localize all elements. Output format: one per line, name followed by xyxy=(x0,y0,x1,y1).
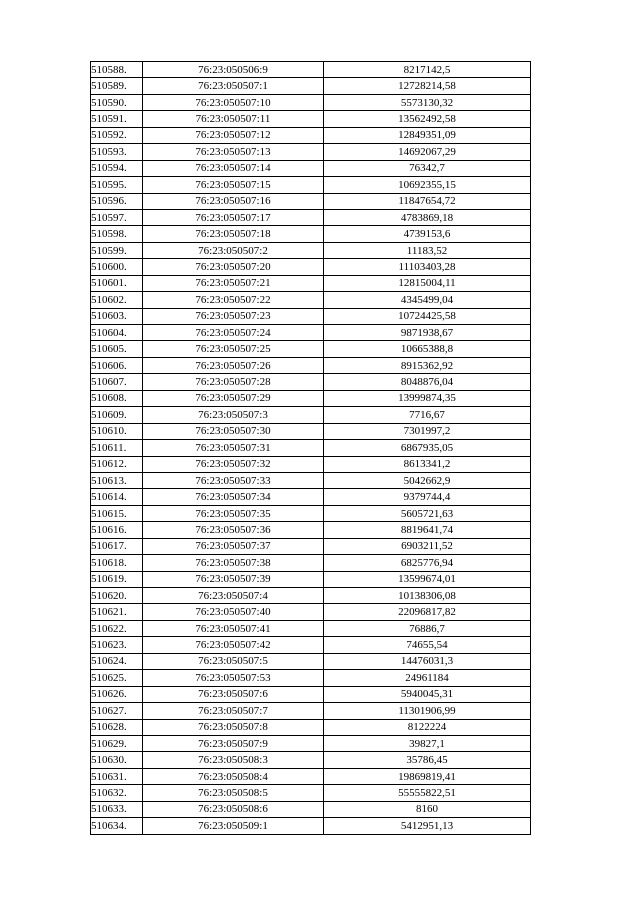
value-cell: 13599674,01 xyxy=(324,571,531,587)
row-number-cell: 510617. xyxy=(91,538,143,554)
table-row xyxy=(91,407,531,423)
row-number-cell: 510630. xyxy=(91,752,143,768)
cadastral-number-cell: 76:23:050507:22 xyxy=(143,292,324,308)
table-row xyxy=(91,752,531,768)
row-number-cell: 510588. xyxy=(91,62,143,78)
row-number-cell: 510607. xyxy=(91,374,143,390)
value-cell: 19869819,41 xyxy=(324,768,531,784)
value-cell: 8819641,74 xyxy=(324,522,531,538)
value-cell: 11847654,72 xyxy=(324,193,531,209)
row-number-cell: 510591. xyxy=(91,111,143,127)
row-number-cell: 510614. xyxy=(91,489,143,505)
value-cell: 4739153,6 xyxy=(324,226,531,242)
table-row xyxy=(91,111,531,127)
table-row xyxy=(91,588,531,604)
cadastral-number-cell: 76:23:050507:25 xyxy=(143,341,324,357)
table-row xyxy=(91,390,531,406)
table-row xyxy=(91,670,531,686)
value-cell: 8160 xyxy=(324,801,531,817)
table-row xyxy=(91,637,531,653)
value-cell: 12815004,11 xyxy=(324,275,531,291)
row-number-cell: 510627. xyxy=(91,703,143,719)
table-row xyxy=(91,325,531,341)
table-row xyxy=(91,505,531,521)
table-row xyxy=(91,620,531,636)
row-number-cell: 510603. xyxy=(91,308,143,324)
cadastral-number-cell: 76:23:050508:5 xyxy=(143,785,324,801)
table-row xyxy=(91,62,531,78)
row-number-cell: 510633. xyxy=(91,801,143,817)
table-row xyxy=(91,242,531,258)
cadastral-number-cell: 76:23:050507:2 xyxy=(143,242,324,258)
row-number-cell: 510621. xyxy=(91,604,143,620)
cadastral-number-cell: 76:23:050507:23 xyxy=(143,308,324,324)
value-cell: 10724425,58 xyxy=(324,308,531,324)
table-row xyxy=(91,78,531,94)
row-number-cell: 510619. xyxy=(91,571,143,587)
value-cell: 5042662,9 xyxy=(324,472,531,488)
cadastral-number-cell: 76:23:050507:12 xyxy=(143,127,324,143)
value-cell: 8217142,5 xyxy=(324,62,531,78)
cadastral-number-cell: 76:23:050507:38 xyxy=(143,555,324,571)
row-number-cell: 510631. xyxy=(91,768,143,784)
cadastral-number-cell: 76:23:050507:20 xyxy=(143,259,324,275)
table-row xyxy=(91,768,531,784)
cadastral-number-cell: 76:23:050508:6 xyxy=(143,801,324,817)
cadastral-number-cell: 76:23:050507:6 xyxy=(143,686,324,702)
value-cell: 22096817,82 xyxy=(324,604,531,620)
cadastral-number-cell: 76:23:050507:21 xyxy=(143,275,324,291)
table-row xyxy=(91,144,531,160)
row-number-cell: 510610. xyxy=(91,423,143,439)
table-row xyxy=(91,785,531,801)
row-number-cell: 510632. xyxy=(91,785,143,801)
table-row xyxy=(91,801,531,817)
cadastral-table xyxy=(90,61,531,835)
cadastral-number-cell: 76:23:050507:5 xyxy=(143,653,324,669)
value-cell: 11183,52 xyxy=(324,242,531,258)
table-row xyxy=(91,127,531,143)
value-cell: 7301997,2 xyxy=(324,423,531,439)
table-row xyxy=(91,719,531,735)
row-number-cell: 510616. xyxy=(91,522,143,538)
value-cell: 74655,54 xyxy=(324,637,531,653)
cadastral-number-cell: 76:23:050507:30 xyxy=(143,423,324,439)
row-number-cell: 510596. xyxy=(91,193,143,209)
cadastral-number-cell: 76:23:050507:35 xyxy=(143,505,324,521)
table-row xyxy=(91,538,531,554)
cadastral-number-cell: 76:23:050507:7 xyxy=(143,703,324,719)
cadastral-number-cell: 76:23:050507:36 xyxy=(143,522,324,538)
value-cell: 11301906,99 xyxy=(324,703,531,719)
row-number-cell: 510593. xyxy=(91,144,143,160)
table-row xyxy=(91,94,531,110)
cadastral-number-cell: 76:23:050507:33 xyxy=(143,472,324,488)
cadastral-number-cell: 76:23:050507:14 xyxy=(143,160,324,176)
value-cell: 4783869,18 xyxy=(324,209,531,225)
cadastral-number-cell: 76:23:050508:3 xyxy=(143,752,324,768)
table-row xyxy=(91,818,531,834)
row-number-cell: 510589. xyxy=(91,78,143,94)
row-number-cell: 510634. xyxy=(91,818,143,834)
cadastral-number-cell: 76:23:050507:10 xyxy=(143,94,324,110)
cadastral-number-cell: 76:23:050507:13 xyxy=(143,144,324,160)
row-number-cell: 510604. xyxy=(91,325,143,341)
row-number-cell: 510594. xyxy=(91,160,143,176)
cadastral-number-cell: 76:23:050507:41 xyxy=(143,620,324,636)
row-number-cell: 510622. xyxy=(91,620,143,636)
cadastral-number-cell: 76:23:050507:17 xyxy=(143,209,324,225)
value-cell: 12849351,09 xyxy=(324,127,531,143)
cadastral-number-cell: 76:23:050506:9 xyxy=(143,62,324,78)
table-row xyxy=(91,703,531,719)
row-number-cell: 510590. xyxy=(91,94,143,110)
value-cell: 10138306,08 xyxy=(324,588,531,604)
value-cell: 76886,7 xyxy=(324,620,531,636)
cadastral-number-cell: 76:23:050508:4 xyxy=(143,768,324,784)
cadastral-number-cell: 76:23:050507:37 xyxy=(143,538,324,554)
value-cell: 55555822,51 xyxy=(324,785,531,801)
table-row xyxy=(91,160,531,176)
value-cell: 8122224 xyxy=(324,719,531,735)
value-cell: 7716,67 xyxy=(324,407,531,423)
value-cell: 10665388,8 xyxy=(324,341,531,357)
row-number-cell: 510600. xyxy=(91,259,143,275)
table-row xyxy=(91,193,531,209)
value-cell: 13562492,58 xyxy=(324,111,531,127)
cadastral-number-cell: 76:23:050507:3 xyxy=(143,407,324,423)
row-number-cell: 510602. xyxy=(91,292,143,308)
table-row xyxy=(91,440,531,456)
row-number-cell: 510605. xyxy=(91,341,143,357)
value-cell: 8048876,04 xyxy=(324,374,531,390)
table-row xyxy=(91,423,531,439)
row-number-cell: 510612. xyxy=(91,456,143,472)
cadastral-number-cell: 76:23:050507:39 xyxy=(143,571,324,587)
table-row xyxy=(91,735,531,751)
cadastral-number-cell: 76:23:050507:26 xyxy=(143,357,324,373)
table-row xyxy=(91,604,531,620)
row-number-cell: 510598. xyxy=(91,226,143,242)
value-cell: 5412951,13 xyxy=(324,818,531,834)
cadastral-number-cell: 76:23:050507:9 xyxy=(143,735,324,751)
row-number-cell: 510629. xyxy=(91,735,143,751)
table-row xyxy=(91,275,531,291)
row-number-cell: 510625. xyxy=(91,670,143,686)
row-number-cell: 510597. xyxy=(91,209,143,225)
table-row xyxy=(91,489,531,505)
table-row xyxy=(91,209,531,225)
table-row xyxy=(91,555,531,571)
table-row xyxy=(91,357,531,373)
cadastral-number-cell: 76:23:050507:29 xyxy=(143,390,324,406)
value-cell: 24961184 xyxy=(324,670,531,686)
cadastral-number-cell: 76:23:050507:31 xyxy=(143,440,324,456)
row-number-cell: 510615. xyxy=(91,505,143,521)
cadastral-number-cell: 76:23:050507:18 xyxy=(143,226,324,242)
cadastral-number-cell: 76:23:050507:8 xyxy=(143,719,324,735)
row-number-cell: 510624. xyxy=(91,653,143,669)
value-cell: 35786,45 xyxy=(324,752,531,768)
value-cell: 11103403,28 xyxy=(324,259,531,275)
value-cell: 12728214,58 xyxy=(324,78,531,94)
table-row xyxy=(91,308,531,324)
table-row xyxy=(91,259,531,275)
value-cell: 39827,1 xyxy=(324,735,531,751)
value-cell: 6867935,05 xyxy=(324,440,531,456)
row-number-cell: 510599. xyxy=(91,242,143,258)
value-cell: 10692355,15 xyxy=(324,177,531,193)
value-cell: 5573130,32 xyxy=(324,94,531,110)
table-body xyxy=(91,62,531,835)
value-cell: 14692067,29 xyxy=(324,144,531,160)
value-cell: 8613341,2 xyxy=(324,456,531,472)
row-number-cell: 510618. xyxy=(91,555,143,571)
value-cell: 6825776,94 xyxy=(324,555,531,571)
value-cell: 9379744,4 xyxy=(324,489,531,505)
table-row xyxy=(91,374,531,390)
table-row xyxy=(91,472,531,488)
value-cell: 76342,7 xyxy=(324,160,531,176)
cadastral-number-cell: 76:23:050507:1 xyxy=(143,78,324,94)
cadastral-number-cell: 76:23:050507:24 xyxy=(143,325,324,341)
table-row xyxy=(91,456,531,472)
cadastral-number-cell: 76:23:050509:1 xyxy=(143,818,324,834)
value-cell: 4345499,04 xyxy=(324,292,531,308)
row-number-cell: 510620. xyxy=(91,588,143,604)
row-number-cell: 510626. xyxy=(91,686,143,702)
table-row xyxy=(91,571,531,587)
row-number-cell: 510623. xyxy=(91,637,143,653)
cadastral-number-cell: 76:23:050507:40 xyxy=(143,604,324,620)
cadastral-number-cell: 76:23:050507:53 xyxy=(143,670,324,686)
row-number-cell: 510628. xyxy=(91,719,143,735)
row-number-cell: 510613. xyxy=(91,472,143,488)
table-row xyxy=(91,226,531,242)
value-cell: 13999874,35 xyxy=(324,390,531,406)
table-row xyxy=(91,522,531,538)
cadastral-number-cell: 76:23:050507:11 xyxy=(143,111,324,127)
table-row xyxy=(91,341,531,357)
cadastral-number-cell: 76:23:050507:42 xyxy=(143,637,324,653)
cadastral-number-cell: 76:23:050507:4 xyxy=(143,588,324,604)
value-cell: 6903211,52 xyxy=(324,538,531,554)
cadastral-number-cell: 76:23:050507:15 xyxy=(143,177,324,193)
row-number-cell: 510609. xyxy=(91,407,143,423)
cadastral-number-cell: 76:23:050507:28 xyxy=(143,374,324,390)
row-number-cell: 510595. xyxy=(91,177,143,193)
row-number-cell: 510606. xyxy=(91,357,143,373)
row-number-cell: 510592. xyxy=(91,127,143,143)
value-cell: 5605721,63 xyxy=(324,505,531,521)
value-cell: 5940045,31 xyxy=(324,686,531,702)
table-row xyxy=(91,653,531,669)
value-cell: 8915362,92 xyxy=(324,357,531,373)
row-number-cell: 510601. xyxy=(91,275,143,291)
table-row xyxy=(91,292,531,308)
cadastral-number-cell: 76:23:050507:16 xyxy=(143,193,324,209)
cadastral-number-cell: 76:23:050507:34 xyxy=(143,489,324,505)
row-number-cell: 510608. xyxy=(91,390,143,406)
table-row xyxy=(91,177,531,193)
value-cell: 9871938,67 xyxy=(324,325,531,341)
cadastral-number-cell: 76:23:050507:32 xyxy=(143,456,324,472)
value-cell: 14476031,3 xyxy=(324,653,531,669)
row-number-cell: 510611. xyxy=(91,440,143,456)
table-row xyxy=(91,686,531,702)
